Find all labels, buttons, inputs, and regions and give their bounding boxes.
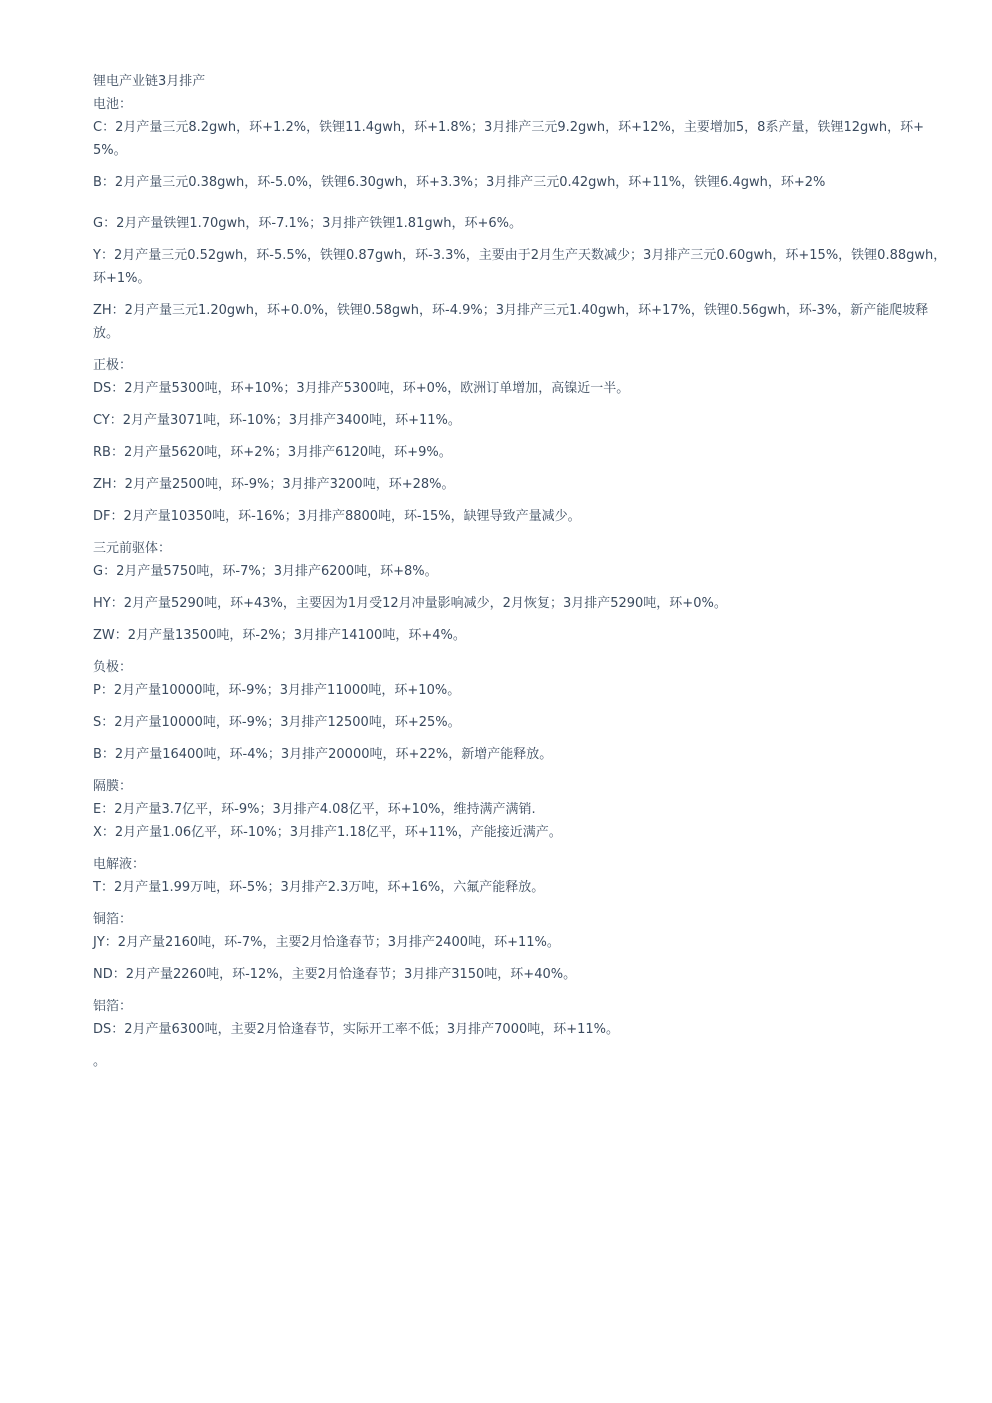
battery-item-y: Y：2月产量三元0.52gwh，环-5.5%，铁锂0.87gwh，环-3.3%，主要由于2月生产天数减少；3月排产三元0.60gwh，环+15%，铁锂0.88gwh，环+1%。 [93, 248, 947, 286]
electrolyte-item-t: T：2月产量1.99万吨，环-5%；3月排产2.3万吨，环+16%，六氟产能释放。 [93, 880, 545, 895]
section-heading-electrolyte: 电解液： [93, 857, 146, 872]
section-heading-precursor: 三元前驱体： [93, 541, 172, 556]
page-title: 锂电产业链3月排产 [93, 74, 206, 89]
section-heading-aluminum-foil: 铝箔： [93, 999, 133, 1014]
anode-item-b: B：2月产量16400吨，环-4%；3月排产20000吨，环+22%，新增产能释放。 [93, 747, 553, 762]
section-heading-battery: 电池： [93, 97, 133, 112]
battery-item-b: B：2月产量三元0.38gwh，环-5.0%，铁锂6.30gwh，环+3.3%；3月排产三元0.42gwh，环+11%，铁锂6.4gwh，环+2% [93, 175, 826, 190]
copper-foil-item-jy: JY：2月产量2160吨，环-7%，主要2月恰逢春节；3月排产2400吨，环+11%。 [93, 935, 560, 950]
precursor-item-g: G：2月产量5750吨，环-7%；3月排产6200吨，环+8%。 [93, 564, 438, 579]
anode-item-p: P：2月产量10000吨，环-9%；3月排产11000吨，环+10%。 [93, 683, 461, 698]
battery-item-c: C：2月产量三元8.2gwh，环+1.2%，铁锂11.4gwh，环+1.8%；3月排产三元9.2gwh，环+12%，主要增加5，8系产量，铁锂12gwh，环+5%。 [93, 120, 925, 158]
battery-item-zh: ZH：2月产量三元1.20gwh，环+0.0%，铁锂0.58gwh，环-4.9%；3月排产三元1.40gwh，环+17%，铁锂0.56gwh，环-3%，新产能爬坡释放。 [93, 303, 929, 341]
document-body [93, 70, 949, 1073]
cathode-item-rb: RB：2月产量5620吨，环+2%；3月排产6120吨，环+9%。 [93, 445, 452, 460]
cathode-item-df: DF：2月产量10350吨，环-16%；3月排产8800吨，环-15%，缺锂导致产量减少。 [93, 509, 581, 524]
section-heading-separator: 隔膜： [93, 779, 133, 794]
cathode-item-ds: DS：2月产量5300吨，环+10%；3月排产5300吨，环+0%，欧洲订单增加，高镍近一半。 [93, 381, 630, 396]
section-heading-copper-foil: 铜箔： [93, 912, 133, 927]
battery-item-g: G：2月产量铁锂1.70gwh，环-7.1%；3月排产铁锂1.81gwh，环+6%。 [93, 216, 522, 231]
anode-item-s: S：2月产量10000吨，环-9%；3月排产12500吨，环+25%。 [93, 715, 461, 730]
section-heading-cathode: 正极： [93, 358, 133, 373]
separator-item-x: X：2月产量1.06亿平，环-10%；3月排产1.18亿平，环+11%，产能接近满产。 [93, 825, 562, 840]
copper-foil-item-nd: ND：2月产量2260吨，环-12%，主要2月恰逢春节；3月排产3150吨，环+40%。 [93, 967, 577, 982]
aluminum-foil-item-ds: DS：2月产量6300吨，主要2月恰逢春节，实际开工率不低；3月排产7000吨，环+11%。 [93, 1022, 620, 1037]
section-heading-anode: 负极： [93, 660, 133, 675]
cathode-item-zh: ZH：2月产量2500吨，环-9%；3月排产3200吨，环+28%。 [93, 477, 455, 492]
trailing-punctuation: 。 [93, 1054, 107, 1069]
separator-item-e: E：2月产量3.7亿平，环-9%；3月排产4.08亿平，环+10%，维持满产满销. [93, 802, 536, 817]
precursor-item-zw: ZW：2月产量13500吨，环-2%；3月排产14100吨，环+4%。 [93, 628, 466, 643]
precursor-item-hy: HY：2月产量5290吨，环+43%，主要因为1月受12月冲量影响减少，2月恢复；3月排产5290吨，环+0%。 [93, 596, 727, 611]
cathode-item-cy: CY：2月产量3071吨，环-10%；3月排产3400吨，环+11%。 [93, 413, 461, 428]
